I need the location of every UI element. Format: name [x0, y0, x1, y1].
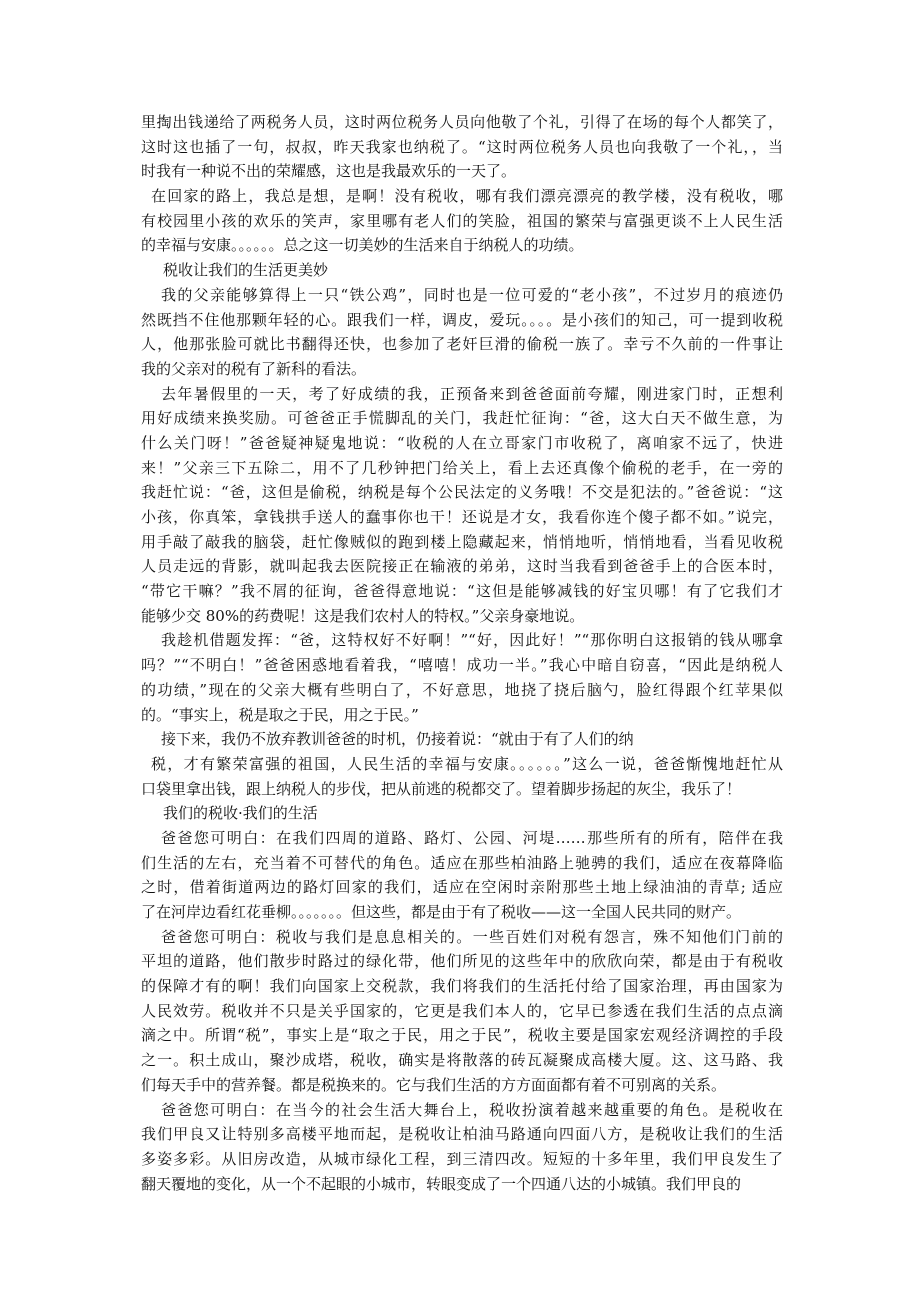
text-line: 我的父亲对的税有了新科的看法。	[141, 359, 367, 378]
text-line: 爸爸您可明白：税收与我们是息息相关的。一些百姓们对税有怨言，殊不知他们门前的	[161, 927, 783, 946]
text-line: 之时，借着街道两边的路灯回家的我们，适应在空闲时亲附那些土地上绿油油的青草; 适应	[141, 878, 783, 897]
text-line: 的功绩，”现在的父亲大概有些明白了，不好意思，地挠了挠后脑勺，脸红得跟个红苹果似	[141, 680, 783, 699]
paragraph	[141, 925, 783, 1098]
text-line: 平坦的道路，他们散步时路过的绿化带，他们所见的这些年中的欣欣向荣，都是由于有税收	[141, 952, 783, 971]
text-line: 我的父亲能够算得上一只“铁公鸡”，同时也是一位可爱的“老小孩”，不过岁月的痕迹仍	[161, 285, 783, 304]
text-line: 我们甲良又让特别多高楼平地而起，是税收让柏油马路通向四面八方，是税收让我们的生活	[141, 1125, 783, 1144]
paragraph	[141, 752, 783, 801]
heading-text: 税收让我们的生活更美妙	[163, 261, 329, 280]
text-line: 然既挡不住他那颗年轻的心。跟我们一样，调皮，爱玩。。。。是小孩们的知己，可一提到收税	[141, 310, 783, 329]
text-line: 有校园里小孩的欢乐的笑声，家里哪有老人们的笑脸，祖国的繁荣与富强更谈不上人民生活	[141, 211, 783, 230]
text-line: 时我有一种说不出的荣耀感，这也是我最欢乐的一天了。	[141, 162, 517, 181]
paragraph	[141, 382, 783, 629]
text-line: 税，才有繁荣富强的祖国，人民生活的幸福与安康。。。。。。”这么一说，爸爸惭愧地赶忙从	[151, 754, 783, 773]
text-line: 爸爸您可明白：在我们四周的道路、路灯、公园、河堤……那些所有的所有，陪伴在我	[161, 828, 783, 847]
text-line: 接下来，我仍不放弃教训爸爸的时机，仍接着说：“就由于有了人们的纳	[161, 730, 634, 749]
text-line: 口袋里拿出钱，跟上纳税人的步伐，把从前逃的税都交了。望着脚步扬起的灰尘，我乐了！	[141, 779, 742, 798]
text-line: 的保障才有的啊！我们向国家上交税款，我们将我们的生活托付给了国家治理，再由国家为	[141, 977, 783, 996]
text-line: 能够少交 80%的药费呢！这是我们农村人的特权。”父亲身豪地说。	[141, 606, 585, 625]
text-line: 我趁机借题发挥：“爸，这特权好不好啊！”“好，因此好！”“那你明白这报销的钱从哪拿	[161, 631, 783, 650]
text-line: 吗？”“不明白！”爸爸困惑地看着我，“嘻嘻！成功一半。”我心中暗自窃喜，“因此是纳税人	[141, 656, 783, 675]
text-line: 的。“事实上，税是取之于民，用之于民。”	[141, 705, 419, 724]
text-line: 人，他那张脸可就比书翻得还快，也参加了老奸巨滑的偷税一族了。幸亏不久前的一件事让	[141, 335, 783, 354]
paragraph	[141, 826, 783, 925]
paragraph	[141, 628, 783, 727]
paragraph	[141, 727, 783, 752]
text-line: 们每天手中的营养餐。都是税换来的。它与我们生活的方方面面都有着不可别离的关系。	[141, 1075, 727, 1094]
paragraph	[141, 110, 783, 184]
text-line: 多姿多彩。从旧房改造，从城市绿化工程，到三清四改。短短的十多年里，我们甲良发生了	[141, 1149, 783, 1168]
text-line: 爸爸您可明白：在当今的社会生活大舞台上，税收扮演着越来越重要的角色。是税收在	[161, 1100, 783, 1119]
text-line: 之一。积土成山，聚沙成塔，税收，确实是将散落的砖瓦凝聚成高楼大厦。这、这马路、我	[141, 1051, 783, 1070]
text-line: 去年暑假里的一天，考了好成绩的我，正预备来到爸爸面前夸耀，刚进家门时，正想利	[161, 384, 783, 403]
text-line: 什么关门呀！”爸爸疑神疑鬼地说：“收税的人在立哥家门市收税了，离咱家不远了，快进	[141, 433, 783, 452]
text-line: 人员走远的背影，就叫起我去医院接正在输液的弟弟，这时当我看到爸爸手上的合医本时，	[141, 557, 783, 576]
text-line: 来！”父亲三下五除二，用不了几秒钟把门给关上，看上去还真像个偷税的老手，在一旁的	[141, 458, 783, 477]
paragraph	[141, 1098, 783, 1197]
text-line: 这时这也插了一句，叔叔，昨天我家也纳税了。“这时两位税务人员也向我敬了一个礼，，当	[141, 137, 783, 156]
text-line: 滴之中。所谓“税”，事实上是“取之于民，用之于民”，税收主要是国家宏观经济调控的手段	[141, 1026, 783, 1045]
text-line: 用手敲了敲我的脑袋，赶忙像贼似的跑到楼上隐藏起来，悄悄地听，悄悄地看，当看见收税	[141, 532, 783, 551]
heading-text: 我们的税收·我们的生活	[163, 804, 318, 823]
text-line: 人民效劳。税收并不只是关乎国家的，它更是我们本人的，它早已参透在我们生活的点点滴	[141, 1001, 783, 1020]
text-line: 的幸福与安康。。。。。。总之这一切美妙的生活来自于纳税人的功绩。	[141, 236, 584, 255]
paragraph	[141, 184, 783, 258]
paragraph	[141, 283, 783, 382]
section-heading	[141, 258, 783, 283]
text-line: 我赶忙说：“爸，这但是偷税，纳税是每个公民法定的义务哦！不交是犯法的。”爸爸说：“这	[141, 483, 783, 502]
text-line: 们生活的左右，充当着不可替代的角色。适应在那些柏油路上驰骋的我们，适应在夜幕降临	[141, 853, 783, 872]
text-line: “带它干嘛？”我不屑的征询，爸爸得意地说：“这但是能够减钱的好宝贝哪！有了它我们才	[141, 582, 783, 601]
text-line: 小孩，你真笨，拿钱拱手送人的蠢事你也干！还说是才女，我看你连个傻子都不如。”说完，	[141, 508, 783, 526]
text-line: 里掏出钱递给了两税务人员，这时两位税务人员向他敬了个礼，引得了在场的每个人都笑了，	[141, 113, 783, 131]
document-page	[141, 110, 783, 1196]
text-line: 翻天覆地的变化，从一个不起眼的小城市，转眼变成了一个四通八达的小城镇。我们甲良的	[141, 1174, 742, 1193]
text-line: 在回家的路上，我总是想，是啊！没有税收，哪有我们漂亮漂亮的教学楼，没有税收，哪	[151, 187, 783, 206]
section-heading	[141, 801, 783, 826]
text-line: 了在河岸边看红花垂柳。。。。。。。但这些，都是由于有了税收——这一全国人民共同的财产。	[141, 903, 742, 921]
text-line: 用好成绩来换奖励。可爸爸正手慌脚乱的关门，我赶忙征询：“爸，这大白天不做生意，为	[141, 409, 783, 428]
